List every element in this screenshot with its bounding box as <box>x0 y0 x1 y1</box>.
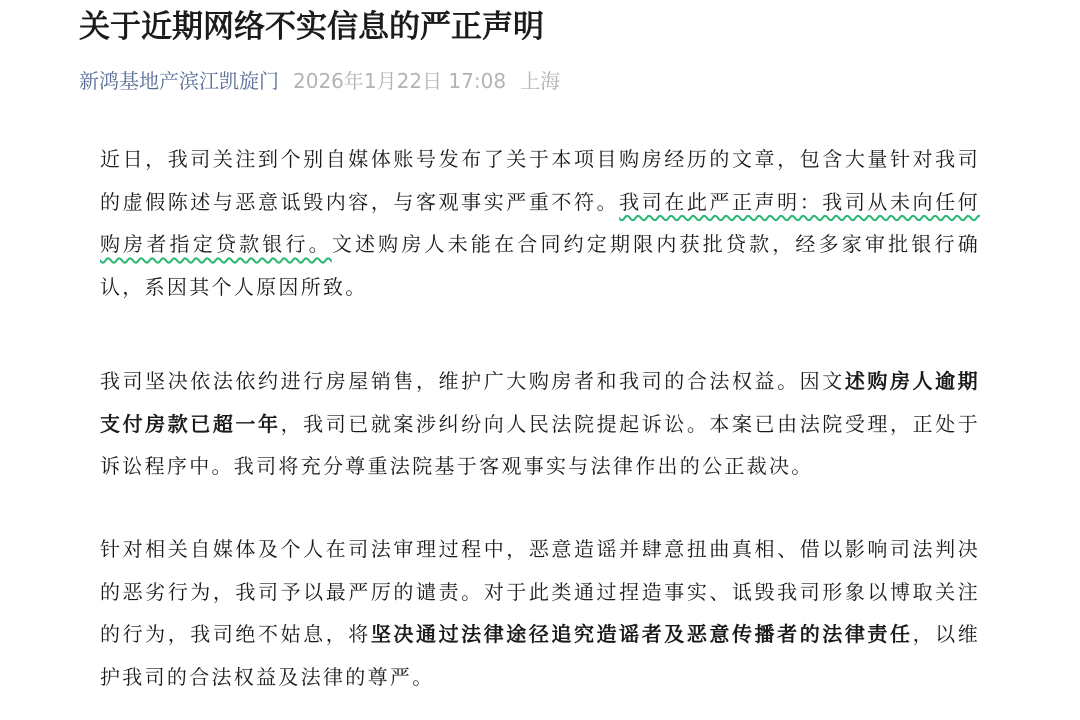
paragraph-1-text: 近日，我司关注到个别自媒体账号发布了关于本项目购房经历的文章，包含大量针对我司的虚假陈述与恶意诋毁内容，与客观事实严重不符。 <box>100 147 980 214</box>
article-meta <box>79 64 560 98</box>
paragraph-2-text-end: ，我司已就案涉纠纷向人民法院提起诉讼。本案已由法院受理，正处于诉讼程序中。我司将充分尊重法院基于客观事实与法律作出的公正裁决。 <box>100 411 980 478</box>
paragraph-1-text-end: 文述购房人未能在合同约定期限内获批贷款，经多家审批银行确认，系因其个人原因所致。 <box>100 232 980 299</box>
paragraph-3-text: 针对相关自媒体及个人在司法审理过程中，恶意造谣并肆意扭曲真相、借以影响司法判决的恶劣行为，我司予以最严厉的谴责。对于此类通过捏造事实、诋毁我司形象以博取关注的行为，我司绝不姑息，将 <box>100 537 980 646</box>
publish-datetime: 2026年1月22日 17:08 <box>293 69 507 93</box>
paragraph-3 <box>100 528 980 698</box>
paragraph-2-text: 我司坚决依法依约进行房屋销售，维护广大购房者和我司的合法权益。因文 <box>100 369 845 393</box>
article-title: 关于近期网络不实信息的严正声明 <box>79 9 544 45</box>
paragraph-2 <box>100 360 980 488</box>
paragraph-1-highlight: 我司在此严正声明：我司从未向任何购房者指定贷款银行。 <box>100 189 980 256</box>
account-name-link[interactable]: 新鸿基地产滨江凯旋门 <box>79 69 279 93</box>
paragraph-3-bold: 坚决通过法律途径追究造谣者及恶意传播者的法律责任 <box>370 622 913 646</box>
publish-location: 上海 <box>520 69 561 93</box>
paragraph-1 <box>100 138 980 308</box>
paragraph-3-text-end: ，以维护我司的合法权益及法律的尊严。 <box>100 622 981 689</box>
paragraph-2-bold: 述购房人逾期支付房款已超一年 <box>100 369 980 436</box>
